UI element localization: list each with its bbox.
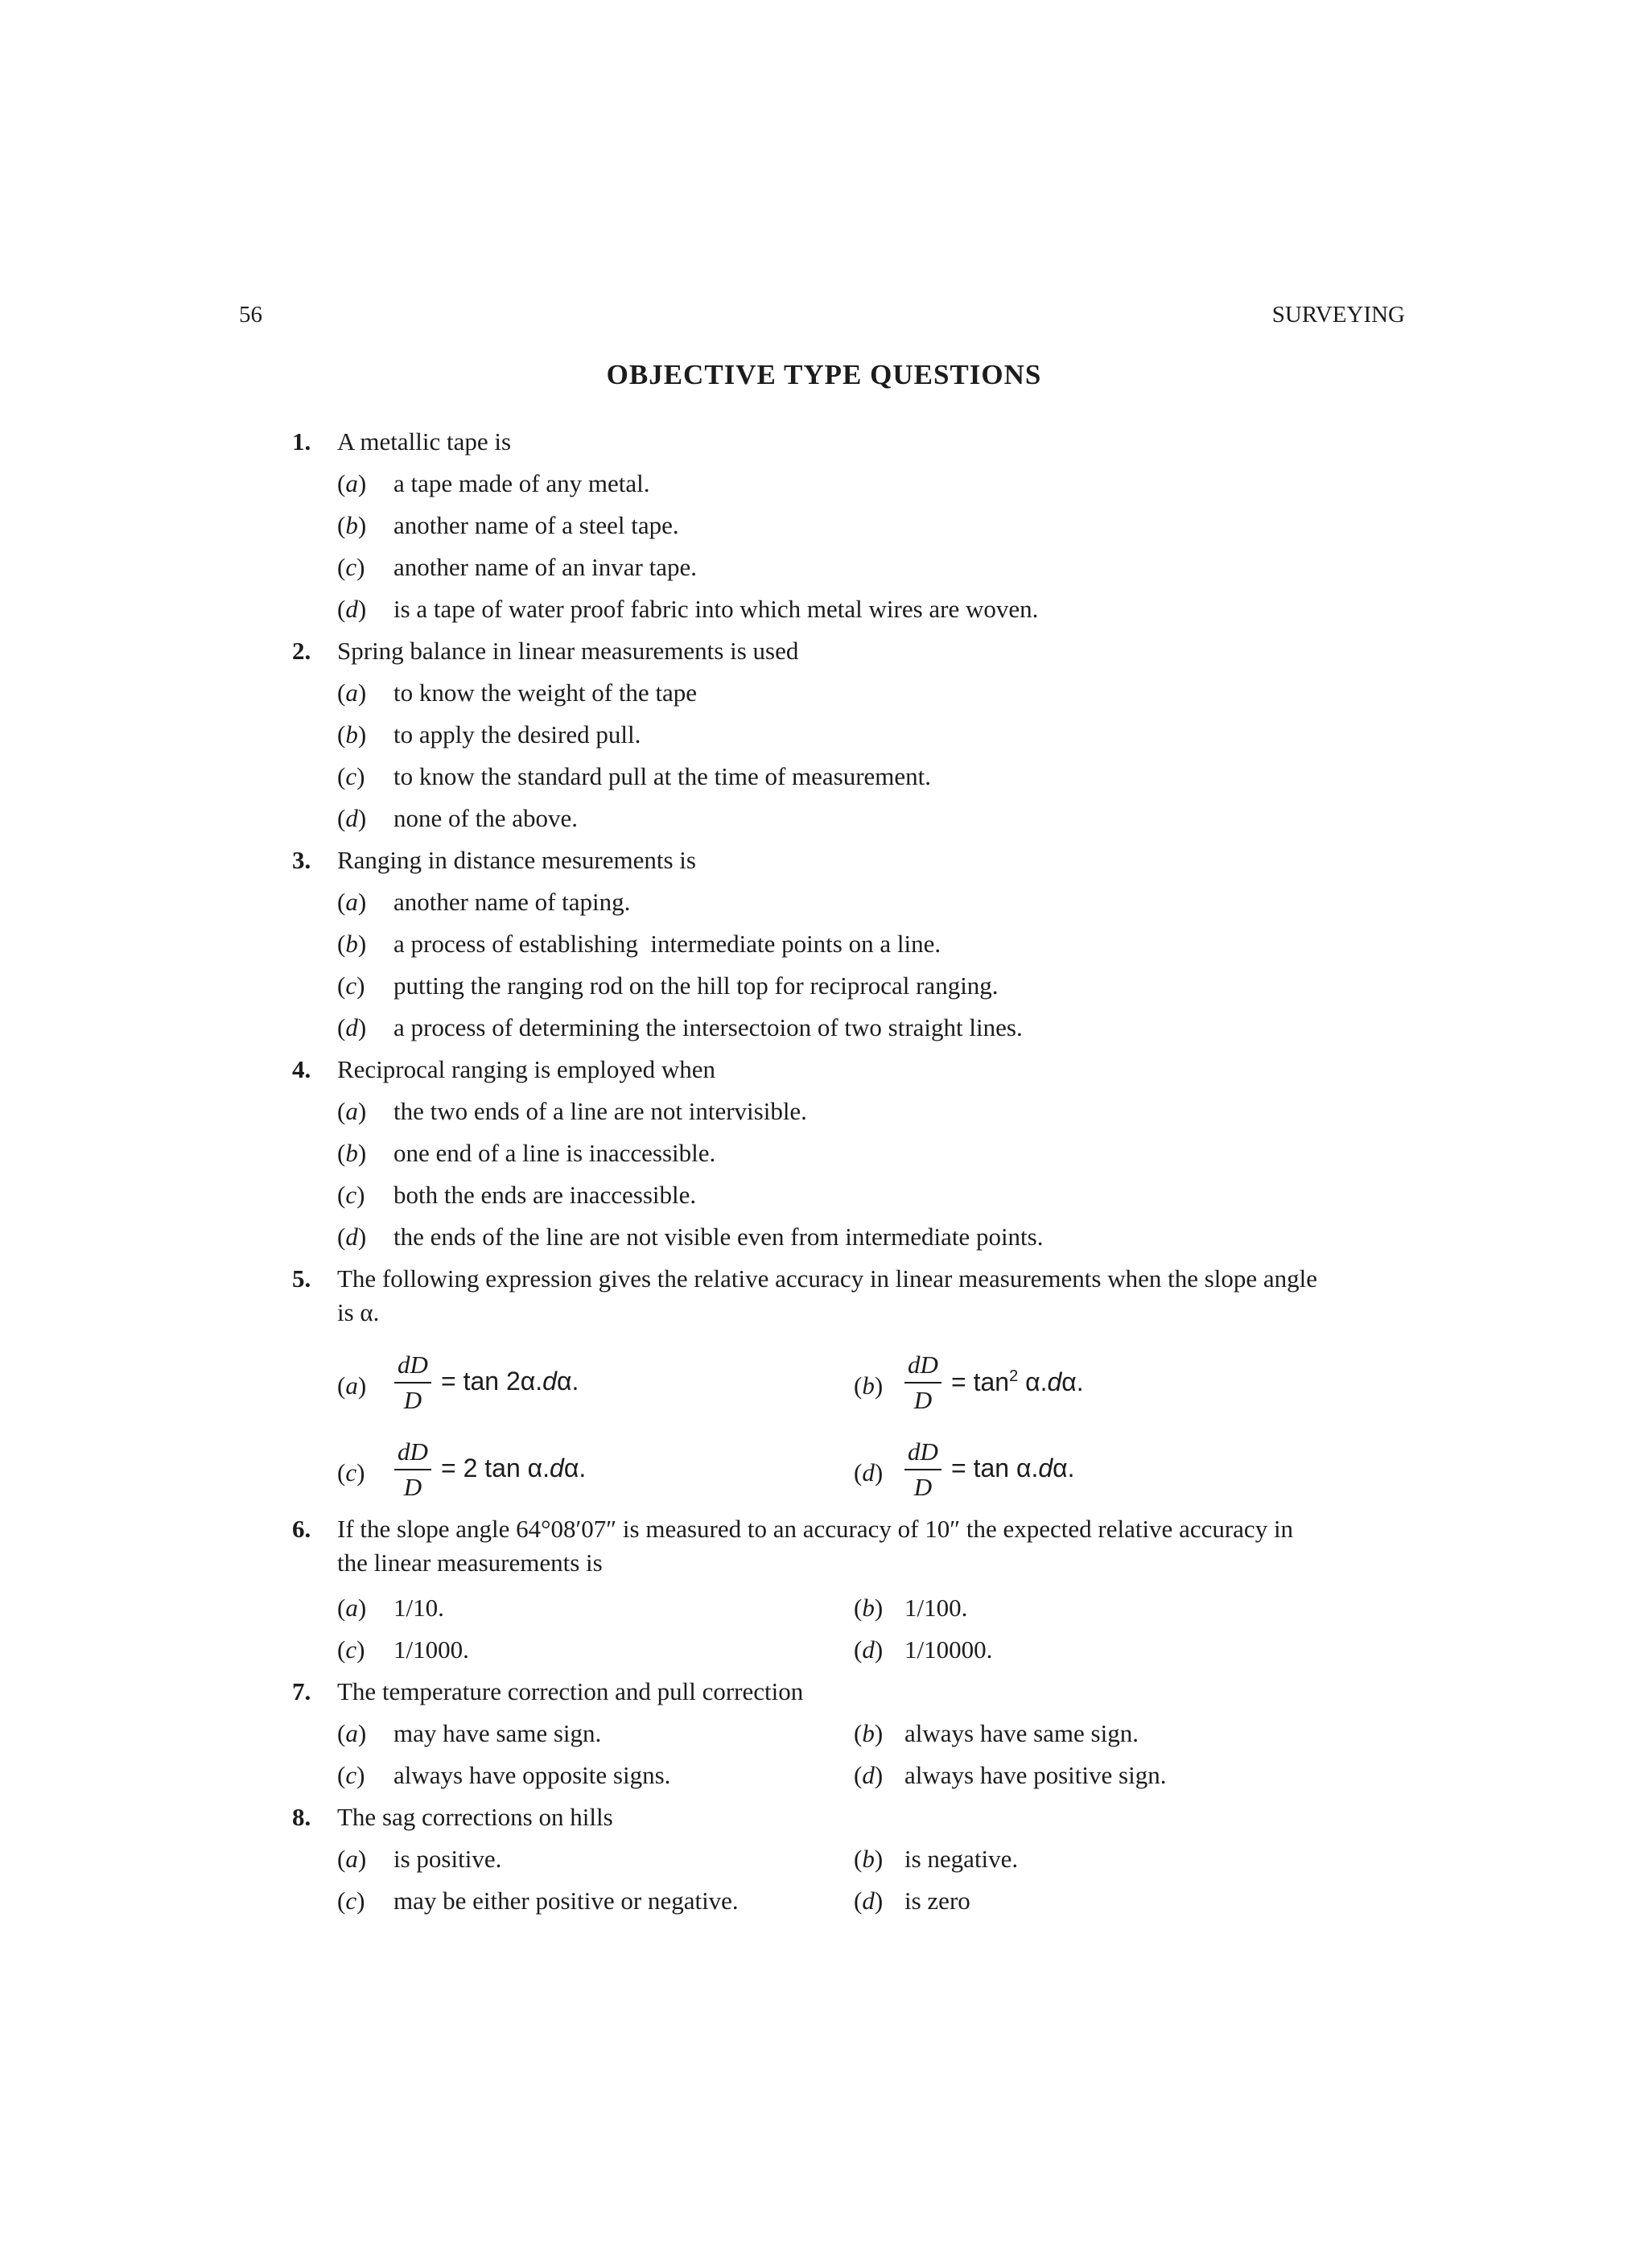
question-stem: The following expression gives the relative accuracy in linear measurements when the slope angle	[337, 1264, 1318, 1293]
option-text: a process of determining the intersectoion of two straight lines.	[393, 1013, 1023, 1041]
option-label: (b)	[337, 930, 367, 958]
option-text: to know the weight of the tape	[393, 678, 698, 707]
fraction-numerator: dD	[398, 1350, 428, 1379]
fraction-bar	[394, 1469, 431, 1470]
option-label: (a)	[337, 1845, 367, 1873]
option-text: 1/1000.	[393, 1635, 469, 1664]
fraction-bar	[394, 1382, 431, 1383]
option-text: 1/100.	[904, 1594, 968, 1622]
option-text: 1/10000.	[904, 1635, 993, 1664]
option-text: is positive.	[393, 1845, 502, 1873]
option-label: (a)	[337, 678, 367, 707]
section-title: OBJECTIVE TYPE QUESTIONS	[606, 359, 1042, 390]
option-text: always have positive sign.	[904, 1761, 1167, 1789]
option-expression: = tan 2α.dα.	[441, 1367, 579, 1396]
fraction-bar	[904, 1382, 941, 1383]
option-label: (b)	[854, 1845, 884, 1873]
option-label: (a)	[337, 1097, 367, 1125]
option-expression: = $\tan^2 \alpha.d\alpha$.	[951, 1367, 1084, 1396]
option-label: (b)	[337, 720, 367, 748]
fraction-numerator: dD	[398, 1437, 428, 1466]
option-label: (a)	[337, 1371, 367, 1400]
option-label: (d)	[337, 804, 367, 832]
question-number: 5.	[292, 1264, 311, 1293]
question-stem: A metallic tape is	[337, 427, 512, 456]
fraction-denominator: D	[913, 1386, 933, 1414]
option-text: to know the standard pull at the time of measurement.	[393, 762, 932, 790]
option-label: (b)	[337, 1139, 367, 1167]
option-text: may have same sign.	[393, 1719, 602, 1747]
question-number: 6.	[292, 1515, 311, 1543]
option-text: a process of establishing intermediate points on a line.	[393, 930, 941, 958]
option-label: (d)	[854, 1635, 884, 1664]
option-text: always have opposite signs.	[393, 1761, 671, 1789]
option-label: (a)	[337, 888, 367, 916]
question-stem: Reciprocal ranging is employed when	[337, 1055, 716, 1083]
option-label: (c)	[337, 971, 365, 1000]
fraction-bar	[904, 1469, 941, 1470]
option-label: (c)	[337, 1181, 365, 1209]
option-expression: = 2 tan α.dα.	[441, 1454, 587, 1482]
option-label: (c)	[337, 1635, 365, 1664]
question-number: 1.	[292, 427, 311, 456]
option-text: is zero	[904, 1887, 970, 1915]
option-text: a tape made of any metal.	[393, 469, 650, 497]
option-label: (b)	[854, 1719, 884, 1747]
option-text: 1/10.	[393, 1594, 444, 1622]
option-text: putting the ranging rod on the hill top for reciprocal ranging.	[393, 971, 999, 1000]
option-label: (c)	[337, 762, 365, 790]
option-expression: = tan α.dα.	[951, 1454, 1075, 1482]
question-stem: If the slope angle 64°08′07″ is measured to an accuracy of 10″ the expected relative accuracy in	[337, 1515, 1294, 1543]
fraction	[904, 1352, 941, 1412]
question-number: 7.	[292, 1677, 311, 1705]
option-text: another name of taping.	[393, 888, 631, 916]
option-label: (c)	[337, 1761, 365, 1789]
option-label: (d)	[337, 1013, 367, 1041]
option-text: always have same sign.	[904, 1719, 1139, 1747]
option-label: (d)	[854, 1458, 884, 1487]
fraction	[394, 1439, 431, 1499]
option-label: (a)	[337, 469, 367, 497]
question-stem: The temperature correction and pull correction	[337, 1677, 804, 1705]
fraction-denominator: D	[403, 1473, 422, 1501]
option-text: is a tape of water proof fabric into which metal wires are woven.	[393, 595, 1039, 623]
option-label: (d)	[854, 1887, 884, 1915]
option-text: both the ends are inaccessible.	[393, 1181, 697, 1209]
question-stem: Ranging in distance mesurements is	[337, 846, 696, 874]
fraction-denominator: D	[403, 1386, 422, 1414]
option-label: (a)	[337, 1719, 367, 1747]
option-label: (c)	[337, 553, 365, 581]
question-number: 2.	[292, 637, 311, 665]
fraction-numerator: dD	[908, 1437, 938, 1466]
option-text: another name of a steel tape.	[393, 511, 679, 539]
option-label: (a)	[337, 1594, 367, 1622]
option-text: none of the above.	[393, 804, 578, 832]
option-text: is negative.	[904, 1845, 1019, 1873]
question-stem: The sag corrections on hills	[337, 1803, 613, 1831]
option-text: may be either positive or negative.	[393, 1887, 739, 1915]
option-label: (b)	[854, 1371, 884, 1400]
question-number: 8.	[292, 1803, 311, 1831]
option-text: to apply the desired pull.	[393, 720, 641, 748]
fraction	[904, 1439, 941, 1499]
question-stem-continued: the linear measurements is	[337, 1548, 603, 1577]
fraction-numerator: dD	[908, 1350, 938, 1379]
option-text: the ends of the line are not visible even from intermediate points.	[393, 1223, 1044, 1251]
option-label: (d)	[337, 1223, 367, 1251]
running-title: SURVEYING	[1271, 302, 1405, 328]
question-stem-continued: is α.	[337, 1298, 380, 1326]
question-number: 4.	[292, 1055, 311, 1083]
page-number: 56	[239, 302, 262, 328]
question-number: 3.	[292, 846, 311, 874]
option-label: (d)	[854, 1761, 884, 1789]
option-text: the two ends of a line are not intervisible.	[393, 1097, 807, 1125]
option-text: one end of a line is inaccessible.	[393, 1139, 716, 1167]
question-stem: Spring balance in linear measurements is used	[337, 637, 799, 665]
option-label: (c)	[337, 1458, 365, 1487]
option-label: (c)	[337, 1887, 365, 1915]
option-label: (b)	[854, 1594, 884, 1622]
fraction	[394, 1352, 431, 1412]
option-label: (b)	[337, 511, 367, 539]
option-text: another name of an invar tape.	[393, 553, 697, 581]
fraction-denominator: D	[913, 1473, 933, 1501]
option-label: (d)	[337, 595, 367, 623]
